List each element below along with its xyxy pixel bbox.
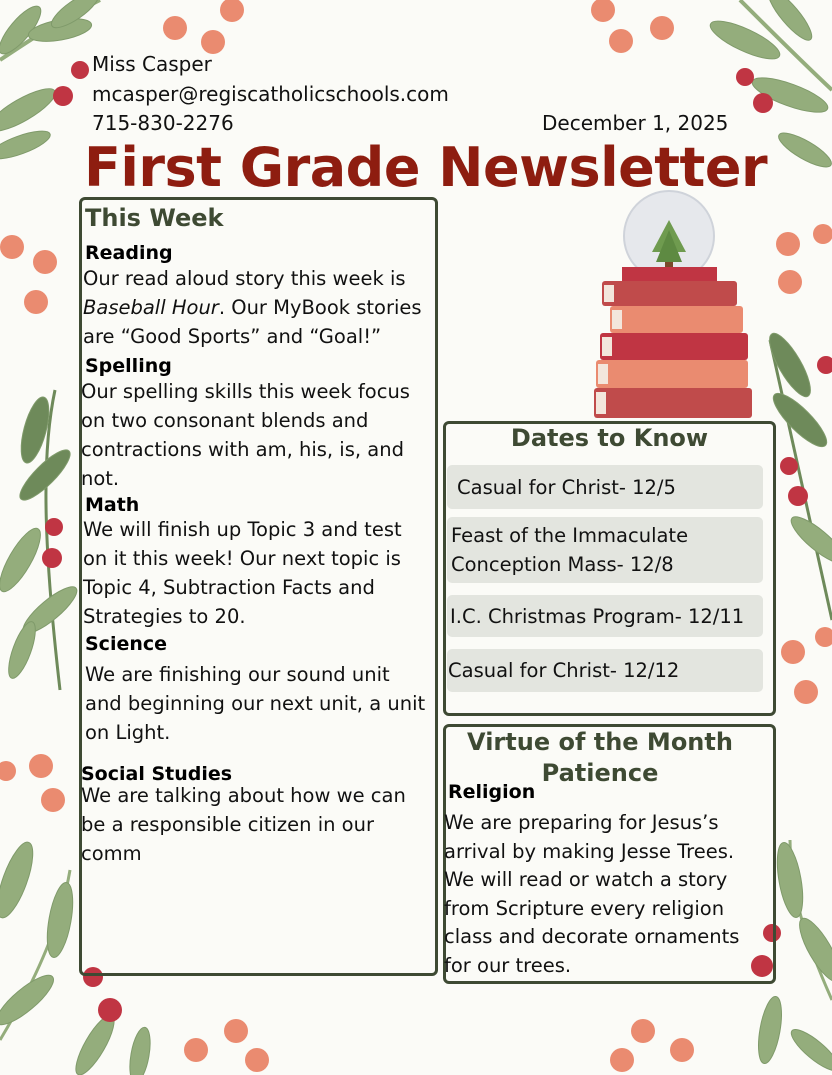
book-title: Baseball Hour: [83, 296, 219, 319]
date-item: [447, 517, 763, 583]
spelling-line: Our spelling skills this week focus: [81, 380, 410, 403]
date-item-text: Conception Mass- 12/8: [451, 553, 674, 576]
date-item-text: Casual for Christ- 12/5: [457, 475, 676, 499]
social-studies-line: We are talking about how we can: [81, 784, 406, 807]
social-studies-text: [81, 781, 406, 868]
reading-line: [83, 293, 422, 322]
date-item: [447, 595, 763, 637]
book-stack-snowglobe-illustration: [590, 190, 760, 425]
date-item: [447, 465, 763, 509]
science-text: [85, 660, 425, 747]
this-week-heading: This Week: [85, 204, 224, 232]
teacher-name: Miss Casper: [92, 52, 212, 76]
spelling-line: contractions with am, his, is, and: [81, 438, 404, 461]
spelling-text: [81, 377, 410, 493]
date-item-text: Casual for Christ- 12/12: [448, 659, 680, 682]
social-studies-heading: Social Studies: [81, 763, 233, 785]
science-heading: Science: [85, 633, 168, 655]
contact-info: [92, 50, 449, 139]
religion-line: class and decorate ornaments: [444, 925, 740, 948]
religion-text: [444, 809, 739, 980]
virtue-heading-line: Virtue of the Month: [467, 728, 733, 756]
spelling-line: not.: [81, 467, 120, 490]
math-text: [83, 515, 402, 631]
reading-heading: Reading: [85, 242, 173, 264]
reading-text: [83, 264, 422, 351]
math-line: We will finish up Topic 3 and test: [83, 518, 402, 541]
newsletter-date: December 1, 2025: [542, 111, 729, 135]
religion-line: for our trees.: [444, 953, 572, 977]
date-item-text: I.C. Christmas Program- 12/11: [450, 604, 745, 628]
teacher-email[interactable]: mcasper@regiscatholicschools.com: [92, 81, 449, 106]
virtue-heading: [443, 727, 757, 789]
religion-line: arrival by making Jesse Trees.: [444, 839, 735, 863]
reading-line: Our read aloud story this week is: [83, 267, 406, 290]
reading-line: are “Good Sports” and “Goal!”: [83, 325, 382, 348]
date-item: [447, 649, 763, 692]
religion-heading: Religion: [448, 781, 536, 803]
science-line: We are finishing our sound unit: [85, 663, 390, 686]
spelling-line: on two consonant blends and: [81, 409, 369, 432]
teacher-phone: 715-830-2276: [92, 111, 234, 135]
math-line: Topic 4, Subtraction Facts and: [83, 576, 375, 599]
science-line: on Light.: [85, 721, 171, 744]
religion-line: We will read or watch a story: [444, 868, 728, 891]
religion-line: We are preparing for Jesus’s: [444, 811, 719, 834]
religion-line: from Scripture every religion: [444, 896, 725, 920]
math-heading: Math: [85, 494, 140, 516]
spelling-heading: Spelling: [85, 355, 172, 377]
math-line: Strategies to 20.: [83, 605, 246, 628]
virtue-heading-line: Patience: [541, 759, 659, 787]
science-line: and beginning our next unit, a unit: [85, 692, 426, 715]
social-studies-line: be a responsible citizen in our: [81, 813, 374, 836]
social-studies-line: comm: [81, 842, 142, 865]
date-item-text: Feast of the Immaculate: [451, 524, 689, 547]
newsletter-title: First Grade Newsletter: [84, 136, 768, 199]
dates-to-know-heading: Dates to Know: [510, 424, 709, 452]
math-line: on it this week! Our next topic is: [83, 547, 401, 570]
reading-line-rest: . Our MyBook stories: [218, 296, 422, 319]
